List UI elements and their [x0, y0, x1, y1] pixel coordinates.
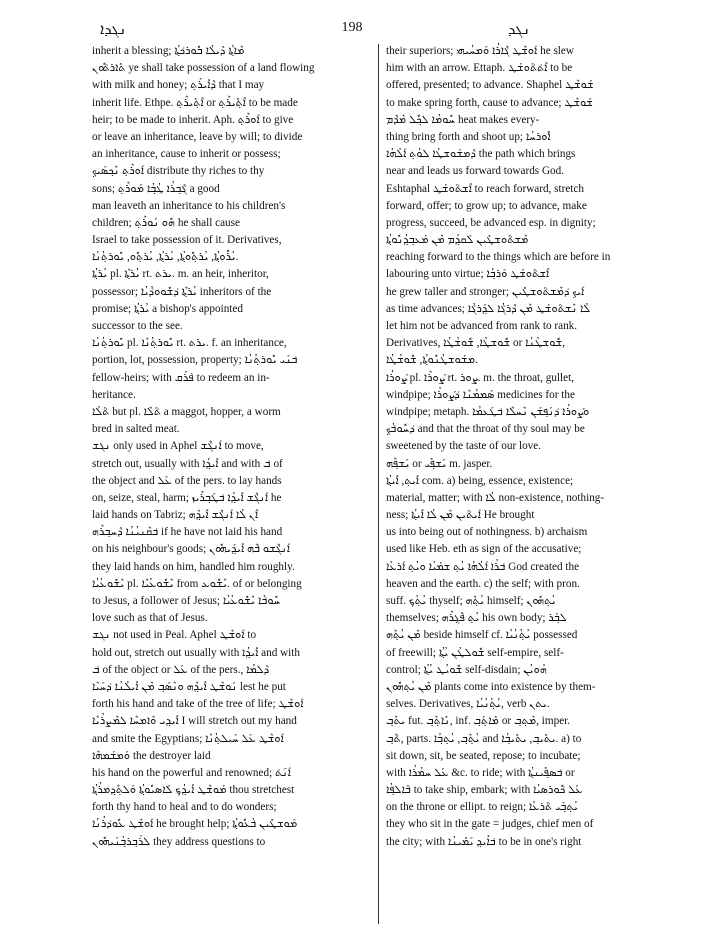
running-head-right: ܢܓܕ: [508, 20, 531, 38]
text-line: ܝܬܶܒ݂ fut. ܢܺܐܬ݂ܶܒ݂, inf. ܡܺܐܬ݂ܰܒ݂ or ܡܶܬ݂ܒ݂, imper.: [386, 715, 571, 728]
text-line: hold out, stretch out usually with ܐܺܝܕ݂ܳܐ and with: [92, 646, 300, 659]
text-line: let him not be advanced from rank to rank.: [386, 320, 578, 332]
text-line: him with an arrow. Ettaph. ܐܶܬ݁ܬ݁ܰܘܫܰܛ to be: [386, 62, 573, 75]
text-line: ܘܰܡܫܰܡܗܶܐ the destroyer laid: [92, 749, 211, 762]
entry-jesuan: [92, 576, 370, 628]
text-line: heir; to be made to inherit. Aph. ܐܰܘܪܶܬ݂ to give: [92, 113, 294, 126]
text-line: themselves; ܝܳܬ݂ ܦ݁ܰܓ݂ܪܶܗ his own body; ܠܒ݂ܰܪ: [386, 612, 567, 625]
text-line: ܬܺܐܪܬ݁ܽܘܢ ye shall take possession of a land flowing: [92, 62, 315, 75]
text-line: ܡܶܫܬ݁ܰܘܫܛܺܝܢ ܠܰܩܕ݂ܳܡ ܡܶܢ ܡܰܥܒ݂ܕ݂ܳܢܽܘܬ݂ܳܐ: [386, 234, 529, 247]
text-line: children; ܗܽܘ ܢܰܘܪܶܬ݂ he shall cause: [92, 216, 240, 229]
text-line: on the throne or ellipt. to reign; ܝܳܬ݂ܒ݂ܰܝ ܬ݁ܰܪܥܳܐ: [386, 801, 579, 814]
left-column: [92, 43, 370, 851]
text-line: ܡܶܢ ܝܳܬ݂ܶܗ beside himself cf. ܝܳܬ݂ܳܢܳܝܳܐ possessed: [386, 629, 578, 642]
text-line: ܕ݁ܚܽܘܒ݁ܳܟ݂ and that the throat of thy soul may be: [386, 423, 585, 436]
entry-heir: [92, 266, 370, 335]
entry-sit: [386, 713, 664, 851]
text-line: forward, offer; to grow up; to advance, make: [386, 199, 587, 212]
text-line: promise; ܝܳܪܬ݂ܳܐ a bishop's appointed: [92, 302, 243, 315]
text-line: sit down, sit, be seated, repose; to incubate;: [386, 749, 581, 762]
text-line: forth his hand and take of the tree of life; ܐܰܘܫܶܛ: [92, 698, 304, 711]
text-line: and smite the Egyptians; ܐܰܘܫܶܛ ܥܰܠ ܚܰܝܠܬ݂ܳܢܶܐ: [92, 732, 284, 745]
text-line: sweetened by the taste of our love.: [386, 440, 542, 453]
page-number: 198: [341, 20, 363, 35]
text-line: thing bring forth and shoot up; ܐܽܘܪܚܳܐ: [386, 130, 551, 143]
right-column: [386, 43, 664, 851]
text-line: windpipe; ܣܰܡܡܳܢܶܐ ܕ݁ܨܰܘܪܳܐ medicines for the: [386, 388, 575, 401]
text-line: progress, succeed, be advanced esp. in dignity;: [386, 216, 596, 229]
text-line: to Jesus, a follower of Jesus; ܚܽܘܒ݁ܳܐ ܝܶܫܽܘܥܳܝܳܐ: [92, 595, 281, 607]
text-line: possessor; ܝܳܪܬ݂ܶܐ ܕ݁ܫܽܘܘܕ݁ܳܝܳܐ inheritors of the: [92, 285, 272, 298]
text-line: heritance.: [92, 388, 136, 401]
text-line: ܐܰܘܫܶܛ ܥܽܘܕ݁ܪܳܢܳܐ he brought help; ܡܰܘܫܛܺܝܢ ܒ݁ܳܥܽܘܬ݂ܳܐ: [92, 818, 298, 831]
text-line: his hand on the powerful and renowned; ܐܰܢ݇ܬ݁: [92, 766, 291, 779]
entry-inheritance: [92, 335, 370, 404]
text-line: ܒ݁ܩܶܢܝܳܢܳܐ ܕ݁ܰܚܒ݂ܪܶܗ if he have not laid his hand: [92, 526, 283, 539]
text-line: ܚܽܘܡܳܐ ܠܟ݂ܽܠ ܡܶܕ݁ܶܡ heat makes every-: [386, 113, 540, 126]
text-line: ܢܓܫ not used in Peal. Aphel ܐܰܘܫܶܛ to: [92, 629, 257, 642]
text-line: ܬ݁ܶܒ݂, parts. ܝܳܬ݂ܶܒ݂, ܝܳܬ݂ܒ݂ܳܐ and ܝܬܺܝܒ݂, ܝܬܺܝܒ݂ܳܐ. a) to: [386, 732, 582, 745]
text-line: heaven and the earth. c) the self; with pron.: [386, 577, 580, 590]
text-line: ܝܽܘܪܬ݂ܳܢܳܐ pl. ܝܽܘܪܬ݂ܳܢܶܐ rt. ܝܪܬ. f. an inheritance,: [92, 337, 287, 350]
text-line: portion, lot, possession, property; ܒ݁ܢܰܝ ܝܽܘܪܬ݂ܳܢܳܐ: [92, 354, 298, 367]
entry-throat: [386, 370, 664, 456]
entry-ng-move: [92, 438, 370, 576]
text-line: to make spring forth, cause to advance; ܫܰܘܫܶܛ: [386, 96, 593, 109]
text-line: selves. Derivatives, ܝܳܬ݂ܳܢܳܝܳܐ, verb ܝܬܢ.: [386, 698, 550, 711]
text-line: ܡܰܘܫܶܛ ܐܺܝܕ݂ܳܟ݂ ܠܰܐܣܝܽܘܬ݂ܳܐ ܘܰܠܬ݂ܶܕ݂ܡܪܳܬ݂ܳܐ thou stretchest: [92, 784, 295, 797]
entry-jasper: [386, 456, 664, 473]
text-line: on, seize, steal, harm; ܐܰܢܓ݁ܶܫ ܐܺܝܕ݂ܳܐ ܒ݁ܛܰܒ݂ܪܺܝܙ he: [92, 491, 282, 504]
entry-being: [386, 473, 664, 714]
text-line: windpipe; metaph. ܘܨܰܘܪܳܐ ܕ݁ܢܰܦ݂ܫܰܢ ܢܶܚܠܶܐ ܒ݁ܛܰܥܡܳܐ: [386, 405, 590, 418]
text-line: ܠܪܰܒ݂ܪܒ݂ܳܢܰܝܗܽܘܢ they address questions to: [92, 835, 266, 848]
text-line: ܒ݁ܪܳܐ ܐܰܠܳܗܳܐ ܝܳܬ݂ ܫܡܰܝܳܐ ܘܝܳܬ݂ ܐܰܪܥܳܐ God created the: [386, 560, 580, 573]
text-line: ܕ݁ܰܡܫܰܘܫܛܳܐ ܠܘܳܬ݂ ܐܰܠܳܗܳܐ the path which brings: [386, 148, 576, 161]
text-line: material, matter; with ܠܳܐ non-existence, nothing-: [386, 491, 605, 504]
text-line: forth thy hand to heal and to do wonders;: [92, 801, 277, 814]
text-line: inherit a blessing; ܡܶܐܬ݂ܳܐ ܕܺܝܠܳܐ ܒܽܘܪܟ݁ܬ݂ܳܐ: [92, 45, 245, 57]
text-line: they laid hands on him, handled him roughly.: [92, 560, 295, 573]
text-line: their superiors; ܐܰܘܫܶܛ ܓ݁ܶܐܪܳܐ ܘܰܡܚܳܝܗܝ he slew: [386, 45, 574, 57]
text-line: love such as that of Jesus.: [92, 612, 208, 625]
text-line: used like Heb. eth as sign of the accusative;: [386, 543, 582, 556]
text-line: fellow-heirs; with ܦ݁ܪܰܩ to redeem an in-: [92, 371, 270, 384]
text-line: suff. ܝܳܬ݂ܳܟ݂ thyself; ܝܳܬ݂ܶܗ himself; ܝܳܬ݂ܗܽܘܢ: [386, 595, 556, 607]
text-line: ܡܫܰܘܫܛܳܢܽܘܬ݂ܳܐ, ܫܽܘܫܳܛܳܐ.: [386, 354, 478, 367]
text-line: ܝܳܪܬ݂ܳܐ pl. ܝܳܪܬ݂ܶܐ rt. ܝܪܬ. m. an heir, inheritor,: [92, 268, 269, 281]
text-line: ܢܓܫ only used in Aphel ܐܰܢܓ݁ܶܫ to move,: [92, 440, 264, 453]
text-line: control; ܫܽܘܝܳܛ ܝܳܬ݂ܳܐ self-disdain; ܗܳܘܝܳܢ: [386, 663, 547, 676]
text-line: the city; with ܒ݁ܐܺܝܕ݂ ܝܰܡܺܝܢܳܐ to be in one's right: [386, 835, 582, 848]
text-line: ܢܰܘܫܶܛ ܐܺܝܕ݂ܶܗ ܘܢܶܣܰܒ݂ ܡܶܢ ܐܺܝܠܳܢܳܐ ܕ݁ܚܰܝܶܐ lest he put: [92, 680, 286, 693]
text-line: ܝܰܫܦ݂ܶܗ or ܝܰܫܦ݂ܺܝ m. jasper.: [386, 457, 493, 470]
text-line: Israel to take possession of it. Derivatives,: [92, 234, 282, 247]
text-line: near and leads us forward towards God.: [386, 165, 565, 178]
text-line: successor to the see.: [92, 320, 183, 332]
text-line: they who sit in the gate = judges, chief men of: [386, 818, 594, 831]
entry-maggot: [92, 404, 370, 438]
text-line: bred in salted meat.: [92, 423, 180, 436]
text-line: reaching forward to the things which are before in: [386, 251, 611, 264]
text-line: offered, presented; to advance. Shaphel ܫܰܘܫܶܛ: [386, 79, 594, 92]
text-line: ܐܰܘܪܶܬ݂ ܢܶܟ݂ܣܰܝܟ݂ distribute thy riches to thy: [92, 165, 265, 178]
text-line: an inheritance, cause to inherit or possess;: [92, 148, 281, 161]
text-line: ܝܶܫܽܘܥܳܝܳܐ pl. ܝܶܫܽܘܥܳܝܶܐ from ܝܶܫܽܘܥ. of or belonging: [92, 577, 302, 590]
text-line: man leaveth an inheritance to his children's: [92, 199, 286, 212]
text-line: laid hands on Tabriz; ܐܶܢ ܠܳܐ ܐܰܢܓ݁ܶܫ ܐܺܝܕ݂ܶܗ: [92, 509, 259, 522]
text-line: on his neighbour's goods; ܐܰܢܓ݁ܶܫܘ ܒ݁ܶܗ ܐܺܝܕ݂ܰܝܗܽܘܢ: [92, 543, 290, 556]
text-line: with ܥܰܠ ܚܡܳܪܳܐ &c. to ride; with ܒ݁ܣܦ݂ܺܝܢܬ݂ܳܐ or: [386, 766, 575, 779]
text-line: sons; ܓ݁ܰܒ݂ܪܳܐ ܛܳܒ݂ܳܐ ܡܰܘܪܶܬ݂ a good: [92, 182, 220, 195]
text-line: ܒ݁ܰܐܠܦ݂ܳܐ to take ship, embark; with ܥܰܠ ܟ݁ܽܘܪܣܝܳܐ: [386, 784, 583, 797]
text-line: with milk and honey; ܕ݁ܰܐܺܝܪܰܬ݂ that I may: [92, 79, 265, 92]
entry-stretch: [92, 627, 370, 850]
text-line: us into being out of nothingness. b) archaism: [386, 526, 588, 539]
running-head-left: ܢܓܕܐ: [100, 20, 127, 38]
entry-stretch-continued: [386, 43, 664, 370]
text-line: as time advances; ܠܳܐ ܢܶܫܬ݁ܰܘܫܰܛ ܡܶܢ ܕ݁ܰܪܓ݁ܳܐ ܠܕ݂ܰܪܓ݁ܳܐ: [386, 302, 591, 315]
entry-inherit-continued: [92, 43, 370, 266]
text-line: ܝܳܪܽܘܬ݂ܳܐ, ܝܳܪܬ݂ܽܘܬ݂ܳܐ, ܝܳܪܬ݂ܳܐ, ܝܳܪܬ݂ܽܘ, ܝܽܘܪܬ݂ܳܢܳܐ.: [92, 251, 239, 264]
text-line: ܒ݁ of the object or ܥܰܠ of the pers., ܕ݁ܰܠܡܳܐ: [92, 663, 270, 676]
text-line: Derivatives, ܫܽܘܫܛܳܐ, ܫܽܘܫܳܛܳܐ or ܫܽܘܫܛܳܢܳܐ,: [386, 337, 565, 350]
text-line: inherit life. Ethpe. ܐܶܬ݂ܺܝܪܶܬ݂ or ܐܶܬ݂ܺܝܪܶܬ݂ to be made: [92, 96, 298, 109]
text-line: he grew taller and stronger; ܐܰܝܟ݂ ܕ݁ܡܶܫܬ݁ܰܘܫܛܺܝܢ: [386, 285, 585, 298]
text-line: ܐܺܝܕ݂ܝ ܘܶܐܡܚܶܐ ܠܡܶܨܪܳܝܶܐ I will stretch out my hand: [92, 715, 297, 728]
text-line: the object and ܥܰܠ of the pers. to lay hands: [92, 474, 282, 487]
text-line: ܐܺܝܬ݂, ܐܺܝܬ݂ܳܐ com. a) being, essence, existence;: [386, 474, 574, 487]
text-line: ness; ܐܰܝܬ݁ܰܝܢ ܡܶܢ ܠܳܐ ܐܺܝܬ݂ܳܐ He brought: [386, 509, 535, 522]
text-line: or leave an inheritance, leave by will; to divide: [92, 130, 303, 143]
text-line: stretch out, usually with ܐܺܝܕ݂ܳܐ and with ܒ݁ of: [92, 457, 283, 470]
text-line: ܡܶܢ ܝܳܬ݂ܗܽܘܢ plants come into existence by them-: [386, 680, 596, 693]
text-line: of freewill; ܫܽܘܠܛܳܢ ܝܳܬ݂ܳܐ self-empire, self-: [386, 646, 564, 659]
column-divider: [378, 44, 379, 924]
text-line: labouring unto virtue; ܐܶܫܬ݁ܰܘܫܰܛ ܘܰܪܒ݂ܳܐ: [386, 268, 550, 281]
text-line: Eshtaphal ܐܶܫܬ݁ܰܘܫܰܛ to reach forward, stretch: [386, 182, 584, 195]
text-line: ܨܰܘܪܳܐ pl. ܨܰܘܪܶܐ rt. ܨܘܪ. m. the throat, gullet,: [386, 371, 575, 384]
text-line: ܬ݁ܰܠܳܐ but pl. ܬ݁ܰܠܶܐ a maggot, hopper, a worm: [92, 405, 281, 418]
